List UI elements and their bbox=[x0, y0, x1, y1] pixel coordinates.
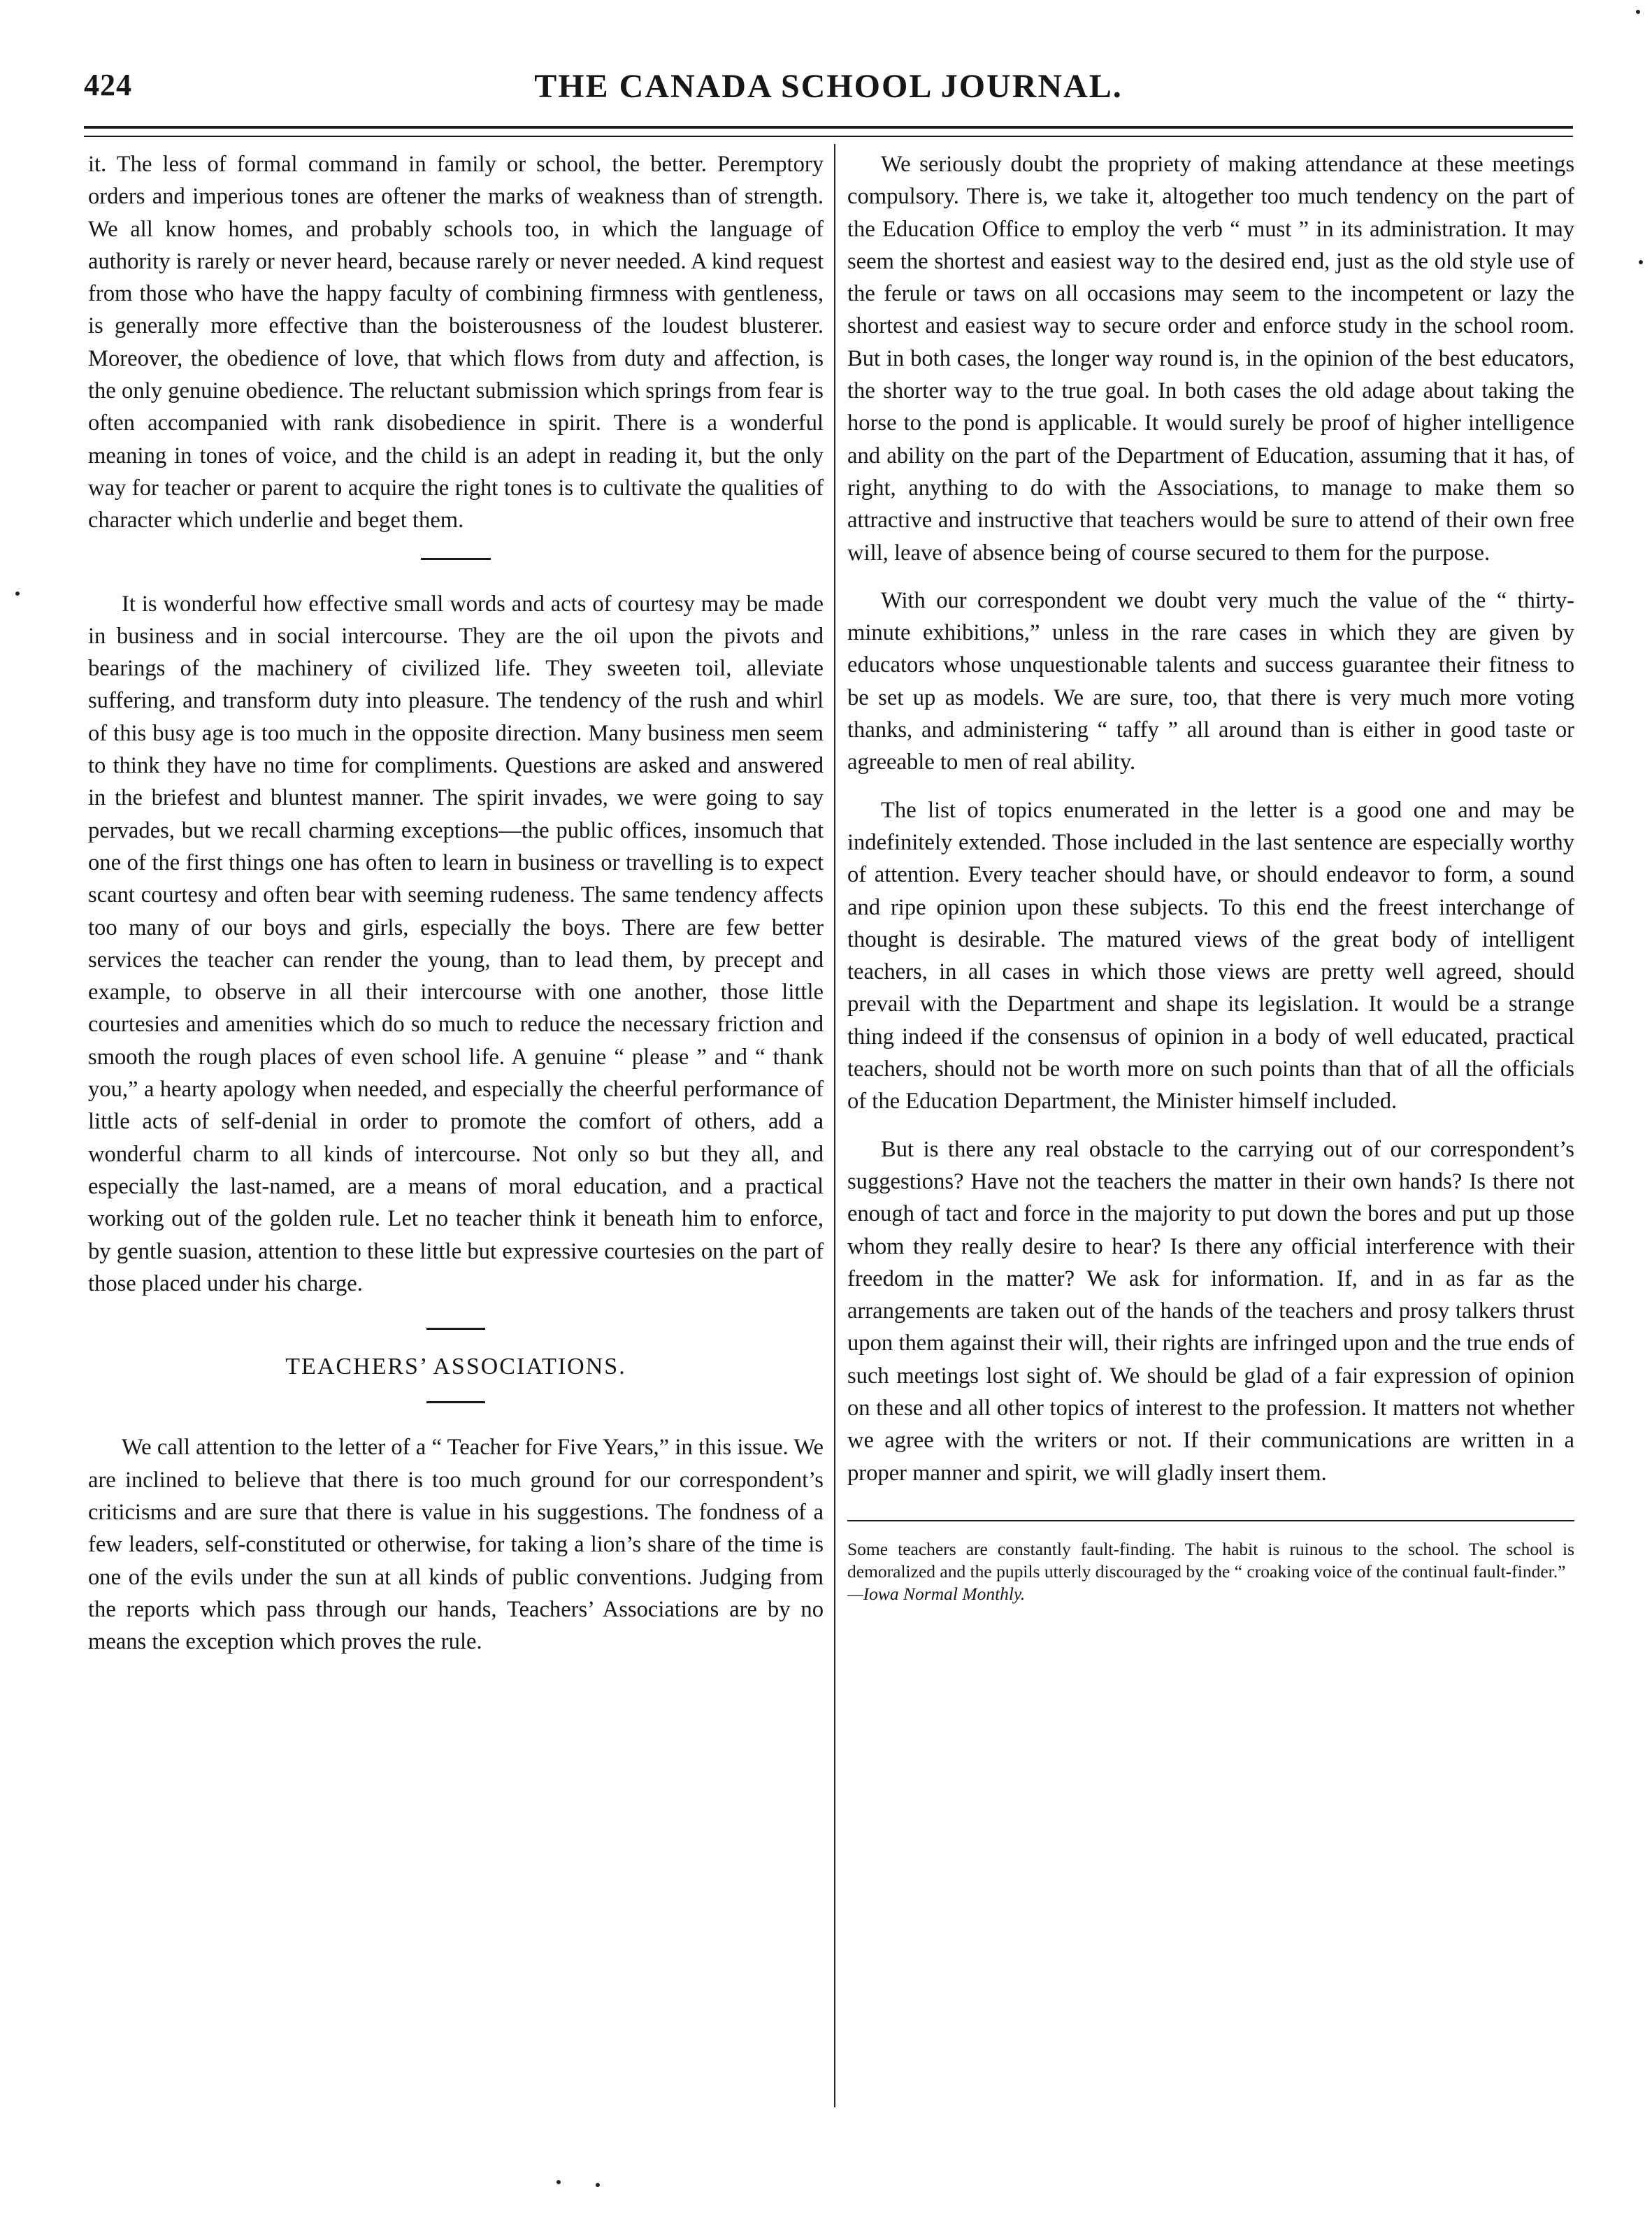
paragraph-list-of-topics: The list of topics enumerated in the letter is a good one and may be indefinitely extended. Those included in the last sentence are especially worthy of attention. Every teacher should have, or should endeavor to form, a sound and ripe opinion upon these subjects. To this end the freest interchange of thought is desirable. The matured views of the great body of intelligent teachers, in all cases in which those views are pretty well agreed, should prevail with the Department and shape its legislation. It would be a strange thing indeed if the consensus of opinion in a body of well educated, practical teachers, should not be worth more on such points than that of all the officials of the Education Department, the Minister himself included. bbox=[847, 797, 1574, 1114]
page-header bbox=[84, 67, 1573, 116]
footnote-text: Some teachers are constantly fault-finding. The habit is ruinous to the school. The school is demoralized and the pupils utterly discouraged by the “ croaking voice of the continual fault-finder.” bbox=[847, 1538, 1574, 1582]
paragraph-command: it. The less of formal command in family or school, the better. Peremptory orders and imperious tones are oftener the marks of weakness than of strength. We all know homes, and probably schools too, in which the language of authority is rarely or never heard, because rarely or never needed. A kind request from those who have the happy faculty of combining firmness with gentleness, is generally more effective than the boisterousness of the loudest blusterer. Moreover, the obedience of love, that which flows from duty and affection, is the only genuine obedience. The reluctant submission which springs from fear is often accompanied with rank disobedience in spirit. There is a wonderful meaning in tones of voice, and the child is an adept in reading it, but the only way for teacher or parent to acquire the right tones is to cultivate the qualities of character which underlie and beget them. bbox=[88, 152, 824, 533]
section-heading-teachers-associations: TEACHERS’ ASSOCIATIONS. bbox=[285, 1354, 626, 1380]
footnote-rule bbox=[847, 1520, 1574, 1521]
right-column bbox=[847, 148, 1574, 1605]
column-divider bbox=[834, 144, 835, 2107]
left-column bbox=[88, 148, 824, 1658]
section-separator bbox=[421, 558, 491, 560]
paragraph-real-obstacle: But is there any real obstacle to the carrying out of our correspondent’s suggestions? Have not the teachers the matter in their own hands? Is there not enough of tact and force in the majority to put down the bores and put up those whom they really desire to hear? Is there any official interference with their freedom in the matter? We ask for information. If, and in as far as the arrangements are taken out of the hands of the teachers and prosy talkers thrust upon them against their will, their rights are infringed upon and the true ends of such meetings lost sight of. We should be glad of a fair expression of opinion on these and all other topics of interest to the profession. It matters not whether we agree with the writers or not. If their communications are written in a proper manner and spirit, we will gladly insert them. bbox=[847, 1136, 1574, 1486]
print-speck bbox=[1636, 10, 1640, 14]
page-number: 424 bbox=[84, 68, 132, 102]
header-rule-thick bbox=[84, 126, 1573, 129]
footnote-quote bbox=[847, 1538, 1574, 1605]
print-speck bbox=[15, 592, 20, 596]
print-speck bbox=[596, 2183, 600, 2187]
paragraph-courtesy: It is wonderful how effective small words and acts of courtesy may be made in business and in social intercourse. They are the oil upon the pivots and bearings of the machinery of civilized life. They sweeten toil, alleviate suffering, and transform duty into pleasure. The tendency of the rush and whirl of this busy age is too much in the opposite direction. Many business men seem to think they have no time for compliments. Questions are asked and answered in the briefest and bluntest manner. The spirit invades, we were going to say pervades, but we recall charming exceptions—the public offices, insomuch that one of the first things one has often to learn in business or travelling is to expect scant courtesy and often bear with seeming rudeness. The same tendency affects too many of our boys and girls, especially the boys. There are few better services the teacher can render the young, than to lead them, by precept and example, to observe in all their intercourse with one another, those little courtesies and amenities which do so much to reduce the necessary friction and smooth the rough places of even school life. A genuine “ please ” and “ thank you,” a hearty apology when needed, and especially the cheerful performance of little acts of self-denial in order to promote the comfort of others, add a wonderful charm to all kinds of intercourse. Not only so but they all, and especially the last-named, are a means of moral education, and a practical working out of the golden rule. Let no teacher think it beneath him to enforce, by gentle suasion, attention to these little but expressive courtesies on the part of those placed under his charge. bbox=[88, 591, 824, 1296]
section-separator bbox=[426, 1328, 485, 1330]
print-speck bbox=[1639, 260, 1643, 264]
paragraph-compulsory-attendance: We seriously doubt the propriety of making attendance at these meetings compulsory. There is, we take it, altogether too much tendency on the part of the Education Office to employ the verb “ must ” in its administration. It may seem the shortest and easiest way to the desired end, just as the old style use of the ferule or taws on all occasions may seem to the incompetent or lazy the shortest and easiest way to secure order and enforce study in the school room. But in both cases, the longer way round is, in the opinion of the best educators, the shorter way to the true goal. In both cases the old adage about taking the horse to the pond is applicable. It would surely be proof of higher intelligence and ability on the part of the Department of Education, assuming that it has, of right, anything to do with the Associations, to manage to make them so attractive and instructive that teachers would be sure to attend of their own free will, leave of absence being of course secured to them for the purpose. bbox=[847, 152, 1574, 566]
print-speck bbox=[556, 2180, 561, 2184]
header-rule-thin bbox=[84, 136, 1573, 137]
paragraph-teachers-letter: We call attention to the letter of a “ Teacher for Five Years,” in this issue. We are inclined to believe that there is too much ground for our correspondent’s criticisms and are sure that there is value in his suggestions. The fondness of a few leaders, self-constituted or otherwise, for taking a lion’s share of the time is one of the evils under the sun at all kinds of public conventions. Judging from the reports which pass through our hands, Teachers’ Associations are by no means the exception which proves the rule. bbox=[88, 1435, 824, 1655]
section-separator bbox=[426, 1401, 485, 1403]
paragraph-thirty-minute-exhibitions: With our correspondent we doubt very much the value of the “ thirty-minute exhibitions,” unless in the rare cases in which they are given by educators whose unquestionable talents and success guarantee their fitness to be set up as models. We are sure, too, that there is very much more voting thanks, and administering “ taffy ” all around than is either in good taste or agreeable to men of real ability. bbox=[847, 587, 1574, 775]
footnote-source: —Iowa Normal Monthly. bbox=[847, 1583, 1026, 1604]
journal-title: THE CANADA SCHOOL JOURNAL. bbox=[534, 68, 1123, 105]
